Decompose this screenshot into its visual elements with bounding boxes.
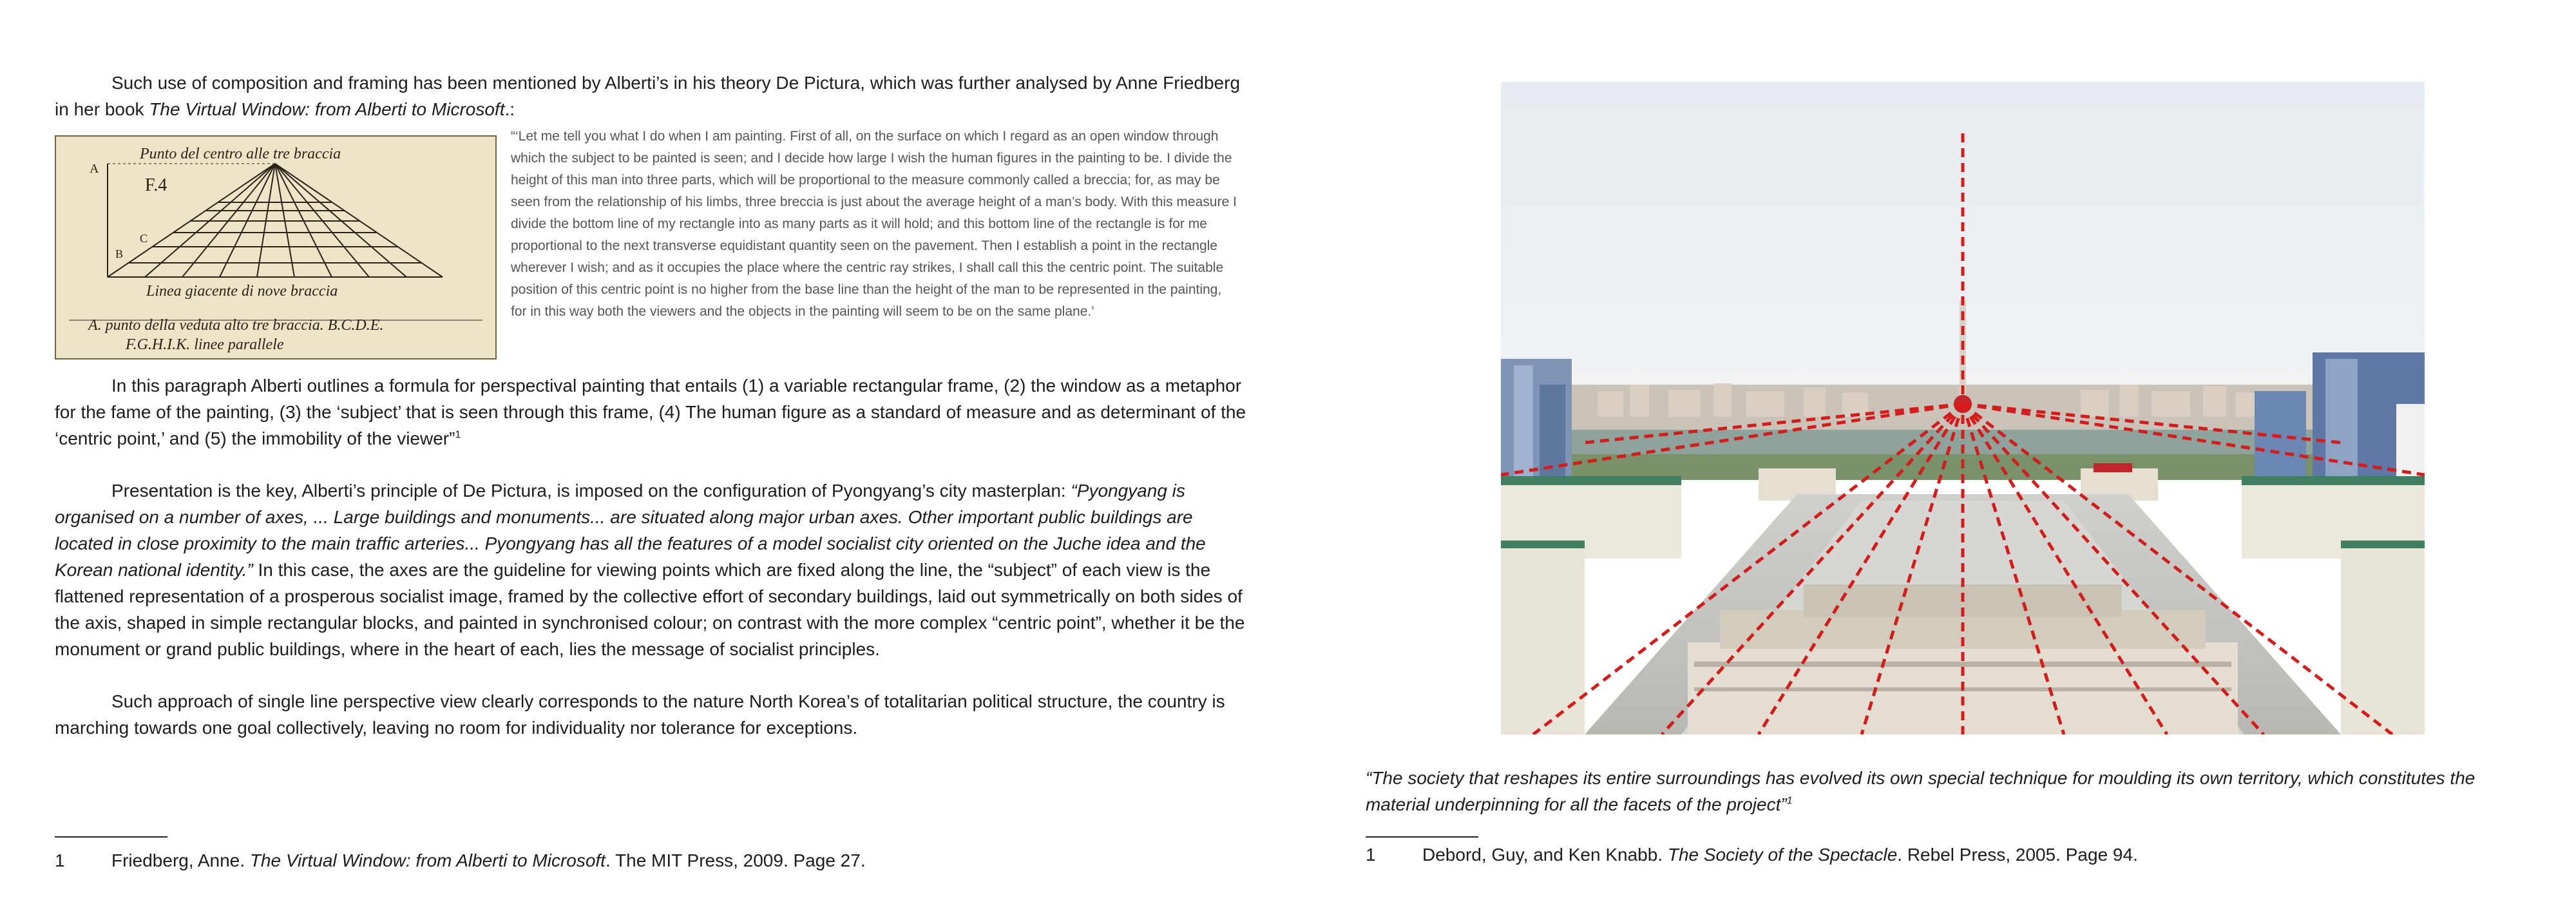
engraving-top-caption: Punto del centro alle tre braccia: [140, 146, 341, 162]
paragraph-alberti-formula: [55, 372, 1253, 452]
perspective-text: Such approach of single line perspective view clearly corresponds to the nature North Korea’s of totalitarian political structure, the country is marching towards one goal collectively, leaving no room for individuality nor tolerance for exceptions.: [55, 691, 1225, 738]
footnote-rest: . The MIT Press, 2009. Page 27.: [605, 850, 866, 870]
alberti-quote: “‘Let me tell you what I do when I am painting. First of all, on the surface on which I regard as an open window through which the subject to be painted is seen; and I decide how large I wish the human figures in the painting to be. I divide the height of this man into three parts, which will be proportional to the measure commonly called a breccia; for, as may be seen from the relationship of his limbs, three breccia is just about the average height of a man’s body. With this measure I divide the bottom line of my rectangle into as many parts as it will hold; and this bottom line of the rectangle is for me proportional to the next transverse equidistant quantity seen on the pavement. Then I establish a point in the rectangle wherever I wish; and as it occupies the place where the centric ray strikes, I shall call this the centric point. The suitable position of this centric point is no higher from the base line than the height of the man to be represented in the painting, for in this way both the viewers and the objects in the painting will seem to be on the same plane.’: [511, 129, 1237, 319]
pyongyang-lead: Presentation is the key, Alberti’s principle of De Pictura, is imposed on the configuration of Pyongyang’s city masterplan:: [111, 481, 1071, 501]
footnote-author: Friedberg, Anne.: [111, 850, 250, 870]
engraving-label-b: B: [115, 247, 124, 260]
pyongyang-perspective-photo: [1501, 82, 2425, 734]
footnote-author-right: Debord, Guy, and Ken Knabb.: [1422, 845, 1668, 865]
footnote-right: [1366, 843, 2138, 867]
caption-text: “The society that reshapes its entire surroundings has evolved its own special technique for moulding its own territory, which constitutes the material underpinning for all the facets of the project”: [1366, 768, 2476, 814]
caption-footnote-ref: 1: [1786, 795, 1793, 807]
footnote-title-right: The Society of the Spectacle: [1667, 845, 1898, 865]
engraving-legend-1: A. punto della veduta alto tre braccia. B.C.D.E.: [88, 317, 384, 334]
footnote-title: The Virtual Window: from Alberti to Microsoft: [249, 850, 606, 870]
intro-book-title: The Virtual Window: from Alberti to Microsoft: [149, 99, 505, 119]
pyongyang-rest: In this case, the axes are the guideline for viewing points which are fixed along the line, the “subject” of each view is the flattened representation of a prosperous socialist image, framed by the collective effort of secondary buildings, laid out symmetrically on both sides of the axis, shaped in simple rectangular blocks, and painted in synchronised colour; on contrast with the more complex “centric point”, whether it be the monument or grand public buildings, where in the heart of each, lies the message of socialist principles.: [55, 560, 1245, 659]
pyongyang-quote: “Pyongyang is organised on a number of axes, ... Large buildings and monuments... are situated along major urban axes. Other important public buildings are located in close proximity to the main traffic arteries... Pyongyang has all the features of a model socialist city oriented on the Juche idea and the Korean national identity.”: [55, 481, 1206, 580]
engraving-ground-caption: Linea giacente di nove braccia: [146, 283, 338, 300]
engraving-figure-number: F.4: [145, 175, 167, 195]
footnote-number: 1: [55, 850, 65, 870]
footnote-rest-right: . Rebel Press, 2005. Page 94.: [1897, 845, 2138, 865]
alberti-engraving-figure: [55, 135, 497, 360]
paragraph-perspective: [55, 688, 1253, 741]
intro-text: Such use of composition and framing has been mentioned by Alberti’s in his theory De Pictura, which was further analysed by Anne Friedberg in her book: [55, 73, 1241, 119]
engraving-legend-2: F.G.H.I.K. linee parallele: [126, 336, 284, 353]
footnote-ref: 1: [455, 429, 461, 441]
photo-caption: [1366, 765, 2525, 818]
paragraph-intro: [55, 70, 1253, 122]
footnote-left: [55, 849, 866, 872]
footnote-divider: [55, 836, 167, 838]
formula-text: In this paragraph Alberti outlines a formula for perspectival painting that entails (1) a variable rectangular frame, (2) the window as a metaphor for the fame of the painting, (3) the ‘subject’ that is seen through this frame, (4) The human figure as a standard of measure and as determinant of the ‘centric point,’ and (5) the immobility of the viewer”: [55, 376, 1246, 448]
intro-end: .:: [504, 99, 515, 119]
engraving-label-c: C: [140, 232, 148, 245]
engraving-label-a: A: [90, 162, 99, 176]
footnote-divider-right: [1366, 836, 1478, 838]
footnote-number-right: 1: [1366, 845, 1376, 865]
paragraph-pyongyang: [55, 477, 1253, 662]
